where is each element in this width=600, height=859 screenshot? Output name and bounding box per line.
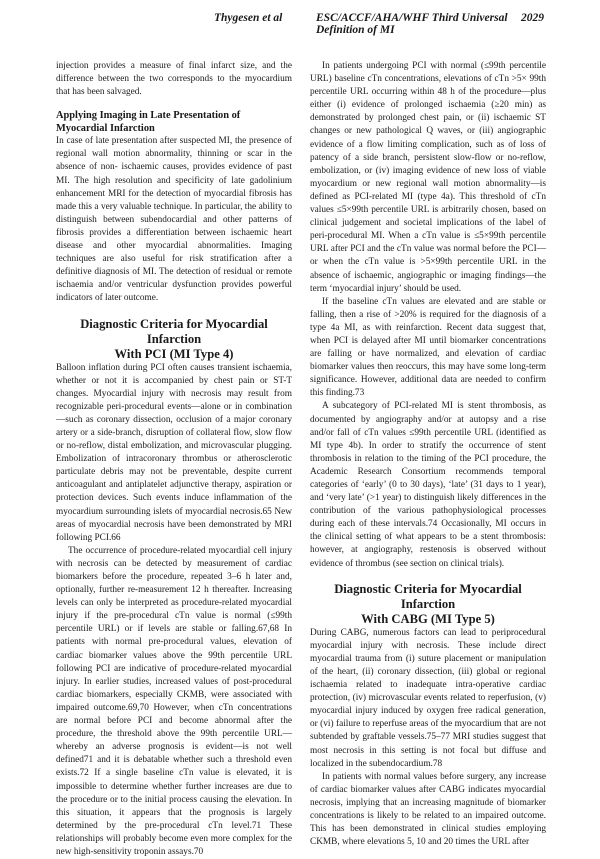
left-column xyxy=(56,60,292,859)
paragraph-gadolinium-end: injection provides a measure of final infarct size, and the difference between the two corresponds to the myocardium that has been salvaged. xyxy=(56,61,292,98)
heading-pci-line-1: Diagnostic Criteria for Myocardial Infarction xyxy=(80,316,268,346)
header-authors: Thygesen et al xyxy=(214,12,283,24)
heading-late-presentation xyxy=(56,109,292,135)
paragraph-baseline-elevated: If the baseline cTn values are elevated and are stable or falling, then a rise of >20% is required for the diagnosis of a type 4a MI, as with reinfarction. Recent data suggest that, when PCI is delayed after MI until biomarker concentrations are falling or have normalized, and elevation of cardiac biomarker values then reoccurs, this may have some long-term significance. However, additional data are needed to confirm this finding.73 xyxy=(310,296,546,399)
header-page-number: 2029 xyxy=(521,12,544,24)
right-column xyxy=(310,60,546,849)
heading-cabg-line-1: Diagnostic Criteria for Myocardial Infarction xyxy=(334,581,522,611)
paragraph-cabg-factors: During CABG, numerous factors can lead to periprocedural myocardial injury with necrosis. These include direct myocardial trauma from (i) suture placement or manipulation of the heart, (ii) coronary dissection, (iii) global or regional ischaemia related to inadequate intra-operative cardiac protection, (iv) microvascular events related to reperfusion, (v) myocardial injury induced by oxygen free radical generation, or (vi) failure to reperfuse areas of the myocardium that are not subtended by graftable vessels.75–77 MRI studies suggest that most necrosis in this setting is not focal but diffuse and localized in the subendocardium.78 xyxy=(310,627,546,769)
heading-cabg-criteria xyxy=(310,582,546,627)
paragraph-procedure-related-injury: The occurrence of procedure-related myocardial cell injury with necrosis can be detected by measurement of cardiac biomarkers before the procedure, repeated 3–6 h later and, optionally, further re-measurement 12 h thereafter. Increasing levels can only be interpreted as procedure-related myocardial injury if the pre-procedural cTn value is normal (≤99th percentile URL) or if levels are stable or falling.67,68 In patients with normal pre-procedural values, elevation of cardiac biomarker values above the 99th percentile URL following PCI are indicative of procedure-related myocardial injury. In earlier studies, increased values of post-procedural cardiac biomarkers, especially CKMB, were associated with impaired outcome.69,70 However, when cTn concentrations are normal before PCI and become abnormal after the procedure, the threshold above the 99th percentile URL—whereby an adverse prognosis is evident—is not well defined71 and it is debatable whether such a threshold even exists.72 If a single baseline cTn value is elevated, it is impossible to determine whether further increases are due to the procedure or to the initial process causing the elevation. In this situation, it appears that the prognosis is largely determined by the pre-procedural cTn level.71 These relationships will probably become even more complex for the new high-sensitivity troponin assays.70 xyxy=(56,545,292,857)
paragraph-late-presentation: In case of late presentation after suspected MI, the presence of regional wall motion abnormality, thinning or scar in the absence of non- ischaemic causes, provides evidence of past MI. The high resolution and specificity of late gadolinium enhancement MRI for the detection of myocardial fibrosis has made this a very valuable technique. In particular, the ability to distinguish between subendocardial and other patterns of fibrosis provides a differentiation between ischaemic heart disease and other myocardial abnormalities. Imaging techniques are also useful for risk stratification after a definitive diagnosis of MI. The detection of residual or remote ischaemia and/or ventricular dysfunction provides powerful indicators of later outcome. xyxy=(56,136,292,304)
paragraph-cabg-biomarkers: In patients with normal values before surgery, any increase of cardiac biomarker values after CABG indicates myocardial necrosis, implying that an increasing magnitude of biomarker concentrations is likely to be related to an impaired outcome. This has been demonstrated in clinical studies employing CKMB, where elevations 5, 10 and 20 times the URL after xyxy=(310,771,546,848)
header-journal-title: ESC/ACCF/AHA/WHF Third Universal Definition of MI xyxy=(316,12,508,36)
paragraph-balloon-inflation: Balloon inflation during PCI often causes transient ischaemia, whether or not it is accompanied by chest pain or ST-T changes. Myocardial injury with necrosis may result from recognizable peri-procedural events—alone or in combination—such as coronary dissection, occlusion of a major coronary artery or a side-branch, disruption of collateral flow, slow flow or no-reflow, distal embolization, and microvascular plugging. Embolization of intracoronary thrombus or atherosclerotic particulate debris may not be preventable, despite current anticoagulant and antiplatelet adjunctive therapy, aspiration or protection devices. Such events induce inflammation of the myocardium surrounding islets of myocardial necrosis.65 New areas of myocardial necrosis have been demonstrated by MRI following PCI.66 xyxy=(56,362,292,543)
heading-pci-line-2: With PCI (MI Type 4) xyxy=(114,346,234,361)
running-header xyxy=(56,12,544,36)
heading-cabg-line-2: With CABG (MI Type 5) xyxy=(361,611,495,626)
paragraph-pci-normal-baseline: In patients undergoing PCI with normal (≤99th percentile URL) baseline cTn concentrations, elevations of cTn >5× 99th percentile URL occurring within 48 h of the procedure—plus either (i) evidence of prolonged ischaemia (≥20 min) as demonstrated by prolonged chest pain, or (ii) ischaemic ST changes or new pathological Q waves, or (iii) angiographic evidence of a flow limiting complication, such as of loss of patency of a side branch, persistent slow-flow or no-reflow, embolization, or (iv) imaging evidence of new loss of viable myocardium or new regional wall motion abnormality—is defined as PCI-related MI (type 4a). This threshold of cTn values ≤5×99th percentile URL is arbitrarily chosen, based on clinical judgement and societal implications of the label of peri-procedural MI. When a cTn value is ≤5×99th percentile URL after PCI and the cTn value was normal before the PCI—or when the cTn value is >5×99th percentile URL in the absence of ischaemic, angiographic or imaging findings—the term ‘myocardial injury’ should be used. xyxy=(310,61,546,294)
heading-late-line-1: Applying Imaging in Late Presentation of xyxy=(56,110,241,122)
heading-late-line-2: Myocardial Infarction xyxy=(56,123,155,135)
paragraph-stent-thrombosis: A subcategory of PCI-related MI is stent thrombosis, as documented by angiography and/or at autopsy and a rise and/or fall of cTn values ≤99th percentile URL (identified as MI type 4b). In order to stratify the occurrence of stent thrombosis in relation to the timing of the PCI procedure, the Academic Research Consortium recommends temporal categories of ‘early’ (0 to 30 days), ‘late’ (31 days to 1 year), and ‘very late’ (>1 year) to distinguish likely differences in the contribution of the various pathophysiological processes during each of these intervals.74 Occasionally, MI occurs in the clinical setting of what appears to be a stent thrombosis: however, at angiography, restenosis is observed without evidence of thrombus (see section on clinical trials). xyxy=(310,401,546,569)
heading-pci-criteria xyxy=(56,317,292,362)
